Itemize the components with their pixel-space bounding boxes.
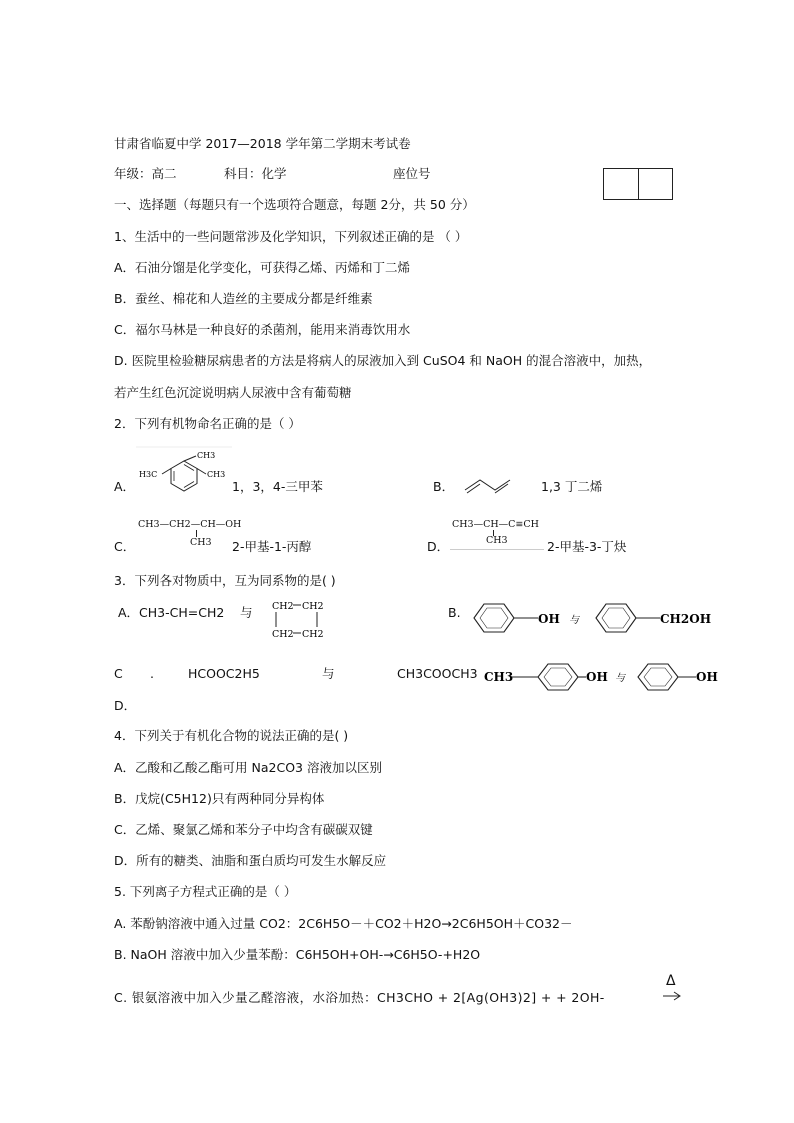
- q2-option-c-name: 2-甲基-1-丙醇: [232, 539, 312, 554]
- cresol-oh-label: OH: [586, 670, 608, 684]
- q3-option-c-label: C: [114, 666, 123, 681]
- grade-label: 年级：高二: [114, 166, 177, 181]
- trimethylbenzene-structure: [136, 444, 232, 496]
- ring-ch2-top-left: CH2: [272, 601, 294, 612]
- q3-option-b-structures: [468, 598, 718, 638]
- q1-stem: 1、生活中的一些问题常涉及化学知识，下列叙述正确的是 （ ）: [114, 229, 468, 244]
- q5-option-b: B. NaOH 溶液中加入少量苯酚：C6H5OH+OH-→C6H5O-+H2O: [114, 947, 481, 962]
- q2-option-d-formula: CH3—CH—C≡CH: [452, 519, 539, 530]
- q3-option-c-with: 与: [322, 666, 335, 681]
- methyl-label-top: CH3: [197, 451, 216, 460]
- q3-stem: 3．下列各对物质中，互为同系物的是( ): [114, 573, 336, 588]
- q2-option-b-label: B．: [433, 479, 455, 494]
- q2-option-d-label: D．: [427, 539, 450, 554]
- q2-stem: 2．下列有机物命名正确的是（ ）: [114, 416, 301, 431]
- q2-option-d-branch: CH3: [486, 535, 508, 546]
- q1-option-d-continued: 若产生红色沉淀说明病人尿液中含有葡萄糖: [114, 385, 352, 400]
- seat-number-box: [603, 168, 673, 200]
- q1-option-b: B．蚕丝、棉花和人造丝的主要成分都是纤维素: [114, 291, 373, 306]
- q3-option-d-label: D．: [114, 698, 137, 713]
- subject-label: 科目：化学: [224, 166, 287, 181]
- q3-option-c-left: HCOOC2H5: [188, 666, 260, 681]
- q5-stem: 5. 下列离子方程式正确的是（ ）: [114, 884, 297, 899]
- cresol-ch3-label: CH3: [484, 670, 514, 684]
- phenol-oh-label: OH: [538, 612, 560, 626]
- q2-option-c-label: C．: [114, 539, 136, 554]
- exam-title: 甘肃省临夏中学 2017—2018 学年第二学期末考试卷: [114, 136, 411, 151]
- q4-option-c: C．乙烯、聚氯乙烯和苯分子中均含有碳碳双键: [114, 822, 373, 837]
- section-heading: 一、选择题（每题只有一个选项符合题意，每题 2分，共 50 分）: [114, 197, 475, 212]
- benzyl-alcohol-label: CH2OH: [660, 612, 712, 626]
- q3-option-c-dot: .: [150, 666, 154, 681]
- methyl-label-left: H3C: [139, 470, 158, 479]
- q2-option-d-name: 2-甲基-3-丁炔: [547, 539, 627, 554]
- q2-option-a-name: 1，3，4-三甲苯: [232, 479, 323, 494]
- ring-ch2-bottom-right: CH2: [302, 629, 324, 640]
- q3-option-d-structures: [482, 658, 722, 696]
- seat-label: 座位号: [393, 166, 431, 181]
- q2-option-c-branch: CH3: [190, 537, 212, 548]
- q1-option-c: C．福尔马林是一种良好的杀菌剂，能用来消毒饮用水: [114, 322, 411, 337]
- heating-delta-symbol: Δ: [666, 973, 676, 989]
- q3-option-b-with: 与: [569, 615, 579, 626]
- q3-option-a-with: 与: [240, 605, 253, 620]
- q4-stem: 4．下列关于有机化合物的说法正确的是( ): [114, 728, 349, 743]
- q2-option-a-label: A．: [114, 479, 136, 494]
- reaction-arrow-icon: [662, 990, 682, 1002]
- methyl-label-right: CH3: [207, 470, 226, 479]
- ring-ch2-top-right: CH2: [302, 601, 324, 612]
- q2-option-c-bond: [196, 530, 197, 537]
- cyclobutane-structure: [270, 598, 324, 642]
- q4-option-a: A．乙酸和乙酸乙酯可用 Na2CO3 溶液加以区别: [114, 760, 382, 775]
- q3-option-b-label: B.: [448, 605, 461, 620]
- q1-option-d: D. 医院里检验糖尿病患者的方法是将病人的尿液加入到 CuSO4 和 NaOH 的混合溶液中，加热，: [114, 353, 652, 368]
- q1-option-a: A．石油分馏是化学变化，可获得乙烯、丙烯和丁二烯: [114, 260, 411, 275]
- q2-option-c-formula: CH3—CH2—CH—OH: [138, 519, 242, 530]
- q4-option-b: B．戊烷(C5H12)只有两种同分异构体: [114, 791, 325, 806]
- q5-option-a: A. 苯酚钠溶液中通入过量 CO2：2C6H5O－＋CO2＋H2O→2C6H5OH＋CO32－: [114, 916, 573, 931]
- ring-ch2-bottom-left: CH2: [272, 629, 294, 640]
- phenol-oh-label-d: OH: [696, 670, 718, 684]
- q3-option-c-right: CH3COOCH3: [397, 666, 478, 681]
- butadiene-structure: [462, 474, 516, 494]
- q5-option-c: C. 银氨溶液中加入少量乙醛溶液，水浴加热：CH3CHO + 2[Ag(OH3)2] + + 2OH-: [114, 990, 605, 1005]
- q2-option-b-name: 1,3 丁二烯: [541, 479, 603, 494]
- q3-option-a-label: A．CH3-CH=CH2: [118, 605, 225, 620]
- q4-option-d: D．所有的糖类、油脂和蛋白质均可发生水解反应: [114, 853, 387, 868]
- q3-option-d-with: 与: [615, 673, 625, 684]
